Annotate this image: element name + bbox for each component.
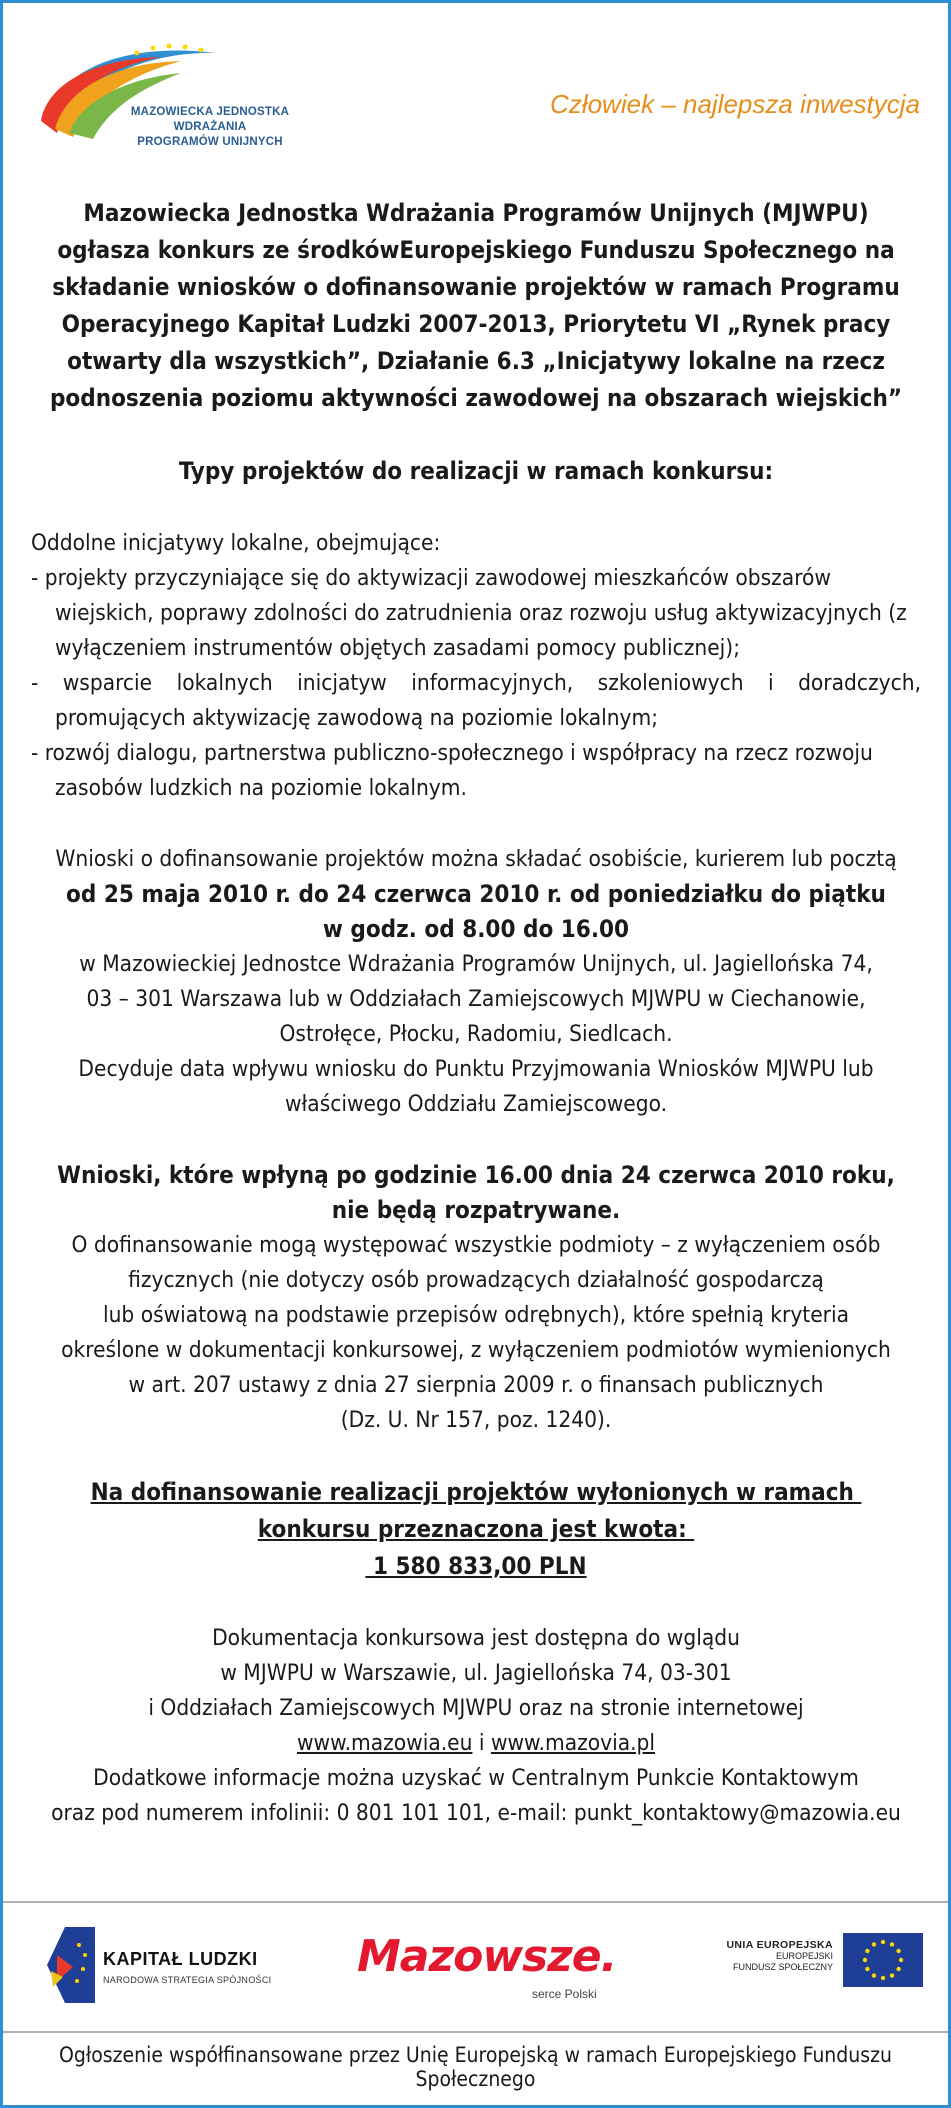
funding-amount (31, 1474, 921, 1585)
eu-subtitle: FUNDUSZ SPOŁECZNY (732, 1962, 833, 1972)
submission-dates: od 25 maja 2010 r. do 24 czerwca 2010 r. od poniedziałku do piątku (66, 880, 886, 908)
types-heading: Typy projektów do realizacji w ramach konkursu: (178, 457, 774, 485)
project-types-list (31, 526, 921, 806)
header (3, 3, 948, 178)
kapital-ludzki-title: KAPITAŁ LUDZKI (103, 1949, 258, 1969)
kapital-ludzki-subtitle: NARODOWA STRATEGIA SPÓJNOŚCI (103, 1975, 272, 1985)
eligibility-line: O dofinansowanie mogą występować wszystkie podmioty – z wyłączeniem osób (71, 1232, 881, 1258)
logo-line: WDRAŻANIA (173, 121, 247, 133)
announcement-line: Mazowiecka Jednostka Wdrażania Programów Unijnych (MJWPU) (83, 199, 869, 227)
link-mazowia-eu[interactable]: www.mazowia.eu (296, 1730, 473, 1756)
eu-flag-icon (843, 1933, 923, 1987)
kapital-ludzki-icon (43, 1925, 99, 2005)
submission-place: 03 – 301 Warszawa lub w Oddziałach Zamiejscowych MJWPU w Ciechanowie, (86, 986, 866, 1012)
eligibility-line: określone w dokumentacji konkursowej, z wyłączeniem podmiotów wymienionych (61, 1337, 891, 1363)
link-separator: i (472, 1730, 491, 1756)
submission-place: Ostrołęce, Płocku, Radomiu, Siedlcach. (279, 1021, 673, 1047)
mazowsze-logo (357, 1931, 617, 2011)
docs-contact: oraz pod numerem infolinii: 0 801 101 101, e-mail: punkt_kontaktowy@mazowia.eu (51, 1800, 901, 1826)
announcement-line: Operacyjnego Kapitał Ludzki 2007-2013, Priorytetu VI „Rynek pracy (61, 310, 891, 338)
list-item: - rozwój dialogu, partnerstwa publiczno-społecznego i współpracy na rzecz rozwoju zasobów ludzkich na poziomie lokalnym. (31, 740, 873, 801)
eu-text (726, 1939, 833, 1973)
docs-links (31, 1726, 921, 1761)
submission-rule: Decyduje data wpływu wniosku do Punktu Przyjmowania Wniosków MJWPU lub (78, 1056, 874, 1082)
eu-logo (703, 1933, 923, 1993)
submission-line: Wnioski o dofinansowanie projektów można składać osobiście, kurierem lub pocztą (55, 846, 897, 872)
docs-line: Dokumentacja konkursowa jest dostępna do wglądu (212, 1625, 740, 1651)
submission-hours: w godz. od 8.00 do 16.00 (322, 915, 630, 943)
amount-line: Na dofinansowanie realizacji projektów wyłonionych w ramach (90, 1478, 862, 1506)
logo-text (105, 105, 315, 150)
eligibility-line: lub oświatową na podstawie przepisów odrębnych), które spełnią kryteria (102, 1302, 850, 1328)
documentation-info (31, 1621, 921, 1831)
list-intro: Oddolne inicjatywy lokalne, obejmujące: (31, 530, 441, 556)
logo-line: PROGRAMÓW UNIJNYCH (137, 136, 283, 148)
eligibility-line: (Dz. U. Nr 157, poz. 1240). (340, 1407, 612, 1433)
divider (3, 1901, 948, 1903)
docs-line: Dodatkowe informacje można uzyskać w Centralnym Punkcie Kontaktowym (93, 1765, 859, 1791)
mjwpu-logo (41, 33, 290, 158)
docs-line: i Oddziałach Zamiejscowych MJWPU oraz na stronie internetowej (148, 1695, 804, 1721)
announcement-line: składanie wniosków o dofinansowanie projektów w ramach Programu (52, 273, 900, 301)
announcement (31, 195, 921, 417)
link-mazovia-pl[interactable]: www.mazovia.pl (490, 1730, 656, 1756)
late-submission-info (31, 1158, 921, 1438)
announcement-line: otwarty dla wszystkich”, Działanie 6.3 „Inicjatywy lokalne na rzecz (67, 347, 885, 375)
submission-rule: właściwego Oddziału Zamiejscowego. (284, 1091, 668, 1117)
mazowsze-wordmark: Mazowsze. (357, 1931, 617, 1982)
eligibility-line: fizycznych (nie dotyczy osób prowadzących działalność gospodarczą (128, 1267, 824, 1293)
divider (3, 2031, 948, 2033)
logo-line: MAZOWIECKA JEDNOSTKA (130, 106, 290, 118)
docs-line: w MJWPU w Warszawie, ul. Jagiellońska 74, 03-301 (220, 1660, 732, 1686)
submission-place: w Mazowieckiej Jednostce Wdrażania Programów Unijnych, ul. Jagiellońska 74, (79, 951, 873, 977)
main-content (31, 195, 921, 1831)
list-item: - projekty przyczyniające się do aktywizacji zawodowej mieszkańców obszarów wiejskich, poprawy zdolności do zatrudnienia oraz rozwoju usług aktywizacyjnych (z wyłączeniem instrumentów objętych zasadami pomocy publicznej); (31, 565, 907, 661)
cofinancing-footnote: Ogłoszenie współfinansowane przez Unię Europejską w ramach Europejskiego Funduszu Społecznego (59, 2043, 892, 2091)
kapital-ludzki-logo (43, 1925, 293, 2010)
eligibility-line: w art. 207 ustawy z dnia 27 sierpnia 2009 r. o finansach publicznych (128, 1372, 824, 1398)
list-item: - wsparcie lokalnych inicjatyw informacyjnych, szkoleniowych i doradczych, promujących aktywizację zawodową na poziomie lokalnym; (31, 670, 921, 731)
announcement-line: ogłasza konkurs ze środkówEuropejskiego Funduszu Społecznego na (57, 236, 895, 264)
eu-subtitle: EUROPEJSKI (775, 1951, 833, 1961)
eu-title: UNIA EUROPEJSKA (726, 1939, 833, 1951)
amount-line: konkursu przeznaczona jest kwota: (257, 1515, 695, 1543)
submission-info (31, 842, 921, 1122)
late-warning: Wnioski, które wpłyną po godzinie 16.00 dnia 24 czerwca 2010 roku, (57, 1161, 895, 1189)
amount-value: 1 580 833,00 PLN (365, 1552, 587, 1580)
announcement-line: podnoszenia poziomu aktywności zawodowej na obszarach wiejskich” (49, 384, 903, 412)
sponsor-logos (3, 1915, 948, 2025)
tagline: Człowiek – najlepsza inwestycja (550, 89, 920, 119)
mazowsze-slogan: serce Polski (532, 1987, 597, 2001)
late-warning: nie będą rozpatrywane. (331, 1196, 621, 1224)
